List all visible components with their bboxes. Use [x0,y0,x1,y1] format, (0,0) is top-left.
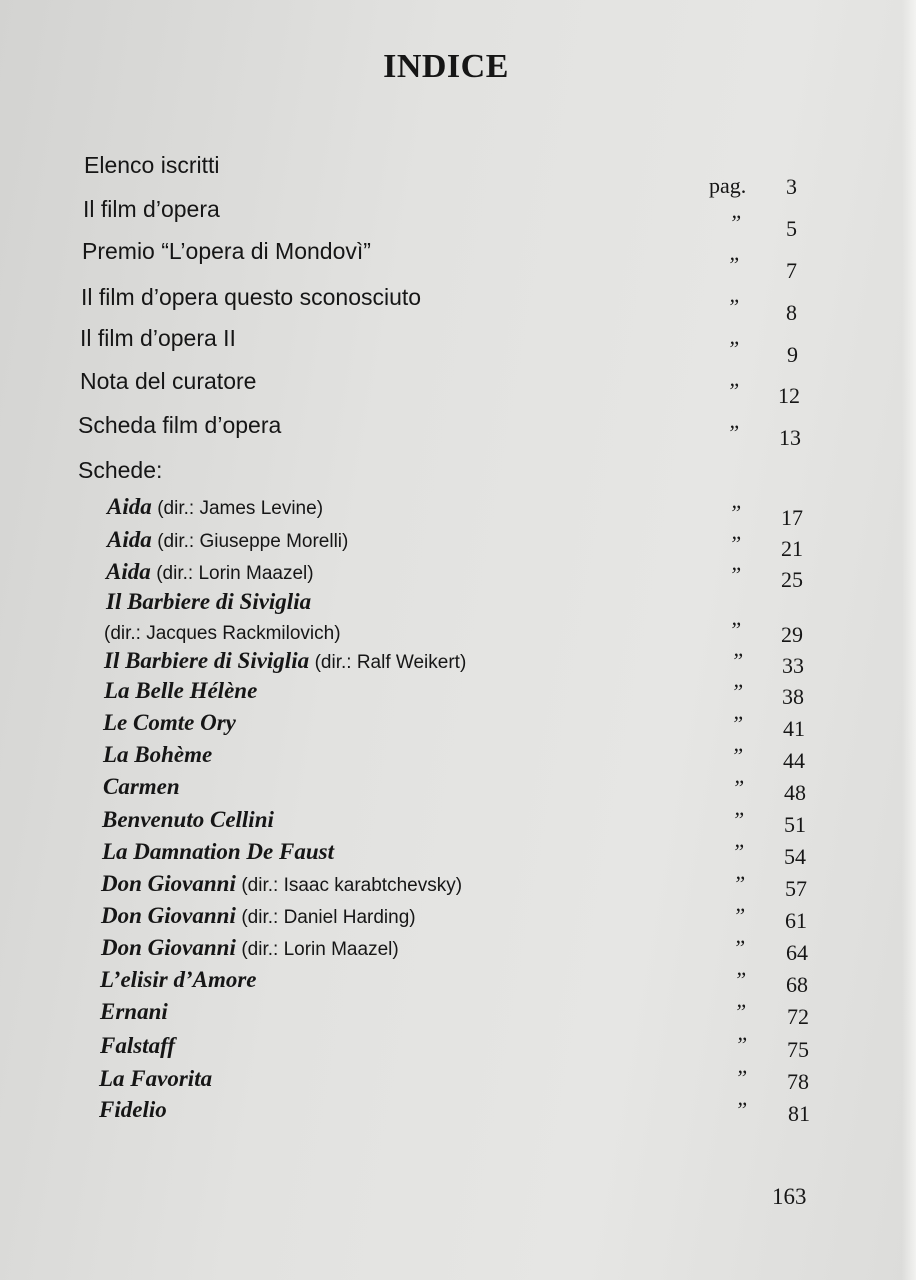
scheda-entry [103,742,212,768]
ditto-mark: ” [729,500,742,525]
scheda-title: Il Barbiere di Siviglia [104,648,310,673]
scheda-entry [104,678,257,704]
scheda-title: L’elisir d’Amore [100,967,257,992]
scheda-director: (dir.: James Levine) [157,498,324,519]
ditto-mark: ” [731,711,744,736]
scheda-director: (dir.: Ralf Weikert) [314,652,467,673]
page-number: 54 [784,844,806,869]
toc-entry: Il film d’opera questo sconosciuto [81,284,422,310]
page-number: 25 [781,567,803,592]
scheda-entry [100,1033,175,1059]
scheda-entry [100,999,168,1025]
scheda-director: (dir.: Giuseppe Morelli) [157,531,349,552]
scheda-title: Fidelio [99,1097,167,1122]
page-number: 17 [781,505,803,530]
schede-heading: Schede: [78,457,163,483]
ditto-mark: ” [735,1065,748,1090]
ditto-mark: ” [733,871,746,896]
scheda-title: La Belle Hélène [104,678,258,703]
page-number: 7 [786,258,797,283]
page-number: 72 [787,1004,809,1029]
toc-entry: Il film d’opera II [80,325,236,351]
ditto-mark: ” [735,1032,748,1057]
scheda-title: La Bohème [103,742,213,767]
ditto-mark: ” [729,617,742,642]
ditto-mark: ” [731,679,744,704]
scheda-director: (dir.: Lorin Maazel) [241,939,399,960]
scheda-title: Don Giovanni [101,903,236,928]
ditto-mark: ” [727,420,740,445]
page-number: 51 [784,812,806,837]
scheda-title: La Damnation De Faust [102,839,334,864]
page-number: 41 [783,716,805,741]
page-number: 21 [781,536,803,561]
scheda-entry [101,871,462,897]
page-number: 75 [787,1037,809,1062]
scheda-title: Aida [107,527,152,552]
scheda-title: Il Barbiere di Siviglia [106,589,312,614]
toc-entry: Premio “L’opera di Mondovì” [82,238,371,264]
scheda-director: (dir.: Isaac karabtchevsky) [241,875,463,896]
scheda-director: (dir.: Jacques Rackmilovich) [104,623,341,644]
toc-entry: Elenco iscritti [84,152,220,178]
page-number: 48 [784,780,806,805]
scheda-entry [103,774,180,800]
ditto-mark: ” [733,935,746,960]
toc-entry: Il film d’opera [83,196,220,222]
page-number: 8 [786,300,797,325]
scheda-entry [101,903,416,929]
scheda-entry [100,967,257,993]
folio-page-number: 163 [772,1184,807,1209]
scheda-title: Le Comte Ory [103,710,236,735]
toc-entry: Scheda film d’opera [78,412,282,438]
page-number: 38 [782,684,804,709]
page-number: 5 [786,216,797,241]
scheda-entry [102,839,334,865]
scheda-entry [107,527,348,553]
ditto-mark: ” [732,839,745,864]
scheda-entry [106,589,311,615]
scheda-title: La Favorita [99,1066,213,1091]
page-number: 57 [785,876,807,901]
scheda-entry [102,807,274,833]
ditto-mark: ” [734,999,747,1024]
toc-entry: Nota del curatore [80,368,257,394]
ditto-mark: ” [731,648,744,673]
scheda-title: Falstaff [100,1033,175,1058]
ditto-mark: ” [733,903,746,928]
ditto-mark: ” [731,743,744,768]
scheda-entry [104,648,466,674]
scheda-entry [101,935,399,961]
scheda-entry [103,710,236,736]
scheda-director: (dir.: Lorin Maazel) [156,563,314,584]
scheda-title: Aida [107,494,152,519]
page-number: 33 [782,653,804,678]
ditto-mark: ” [729,562,742,587]
page-number: 61 [785,908,807,933]
ditto-mark: ” [727,294,740,319]
scheda-title: Benvenuto Cellini [102,807,274,832]
scheda-entry [99,1066,212,1092]
scheda-title: Ernani [100,999,168,1024]
ditto-mark: ” [729,531,742,556]
scheda-title: Don Giovanni [101,935,236,960]
ditto-mark: ” [732,807,745,832]
scheda-entry-continued [104,619,341,645]
ditto-mark: ” [735,1097,748,1122]
page-number: 29 [781,622,803,647]
page-number: 9 [787,342,798,367]
page-number: 81 [788,1101,810,1126]
page-number: 78 [787,1069,809,1094]
scheda-entry [107,494,323,520]
page-title: INDICE [383,48,509,85]
pag-label: pag. [709,173,747,198]
scheda-entry [106,559,314,585]
scheda-title: Don Giovanni [101,871,236,896]
ditto-mark: ” [729,210,742,235]
ditto-mark: ” [732,775,745,800]
page-number: 12 [778,383,800,408]
scheda-entry [99,1097,167,1123]
page-number: 13 [779,425,801,450]
scheda-title: Carmen [103,774,180,799]
ditto-mark: ” [727,378,740,403]
ditto-mark: ” [734,967,747,992]
ditto-mark: ” [727,252,740,277]
scheda-title: Aida [106,559,151,584]
page-number: 68 [786,972,808,997]
ditto-mark: ” [727,336,740,361]
page-number: 44 [783,748,805,773]
page-number: 64 [786,940,808,965]
scheda-director: (dir.: Daniel Harding) [241,907,416,928]
page-number: 3 [786,174,797,199]
